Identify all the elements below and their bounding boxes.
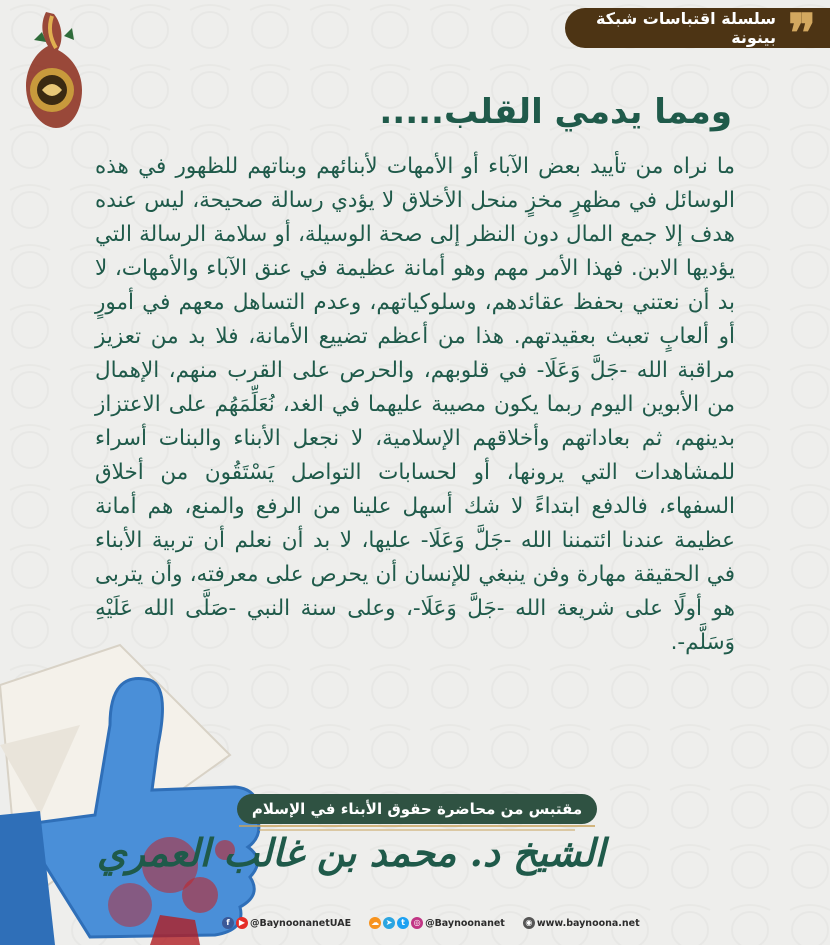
thumbs-up-illustration-icon xyxy=(0,575,300,945)
telegram-icon[interactable]: ➤ xyxy=(383,917,395,929)
series-banner xyxy=(565,3,830,64)
facebook-icon[interactable]: f xyxy=(222,917,234,929)
footer-handle-uae[interactable]: @BaynoonanetUAE xyxy=(250,917,352,929)
instagram-icon[interactable]: ◎ xyxy=(411,917,423,929)
source-text: مقتبس من محاضرة حقوق الأبناء في الإسلام xyxy=(251,800,583,818)
footer-group-uae xyxy=(222,917,361,929)
page-title: ومما يدمي القلب..... xyxy=(379,92,732,132)
twitter-icon[interactable]: t xyxy=(397,917,409,929)
quote-body: ما نراه من تأييد بعض الآباء أو الأمهات لأبنائهم وبناتهم للظهور في هذه الوسائل في مظهرٍ مخزٍ منحل الأخلاق لا يؤدي رسالة صحيحة، ليس عنده هدف إلا جمع المال دون النظر إلى صحة الوسيلة، أو سلامة الرسالة التي يؤديها الابن. فهذا الأمر مهم وهو أمانة عظيمة في عنق الآباء والأمهات، لا بد أن نعتني بحفظ عقائدهم، وسلوكياتهم، وعدم التساهل معهم في أمورٍ أو ألعابٍ تعبث بعقيدتهم. هذا من أعظم تضييع الأمانة، فلا بد من تعزيز مراقبة الله -جَلَّ وَعَلَا- في قلوبهم، والحرص على القرب منهم، الإهمال من الأبوين اليوم ربما يكون مصيبة عليهما في الغد، نُعَلِّمَهُم على الاعتزاز بدينهم، ثم بعاداتهم وأخلاقهم الإسلامية، لا نجعل الأبناء والبنات أسراء للمشاهدات التي يرونها، أو لحسابات التواصل يَسْتَقُون من أخلاق السفهاء، فالدفع ابتداءً لا شك أسهل علينا من الرفع والمنع، هم أمانة عظيمة عندنا ائتمننا الله -جَلَّ وَعَلَا- عليها، لا بد أن نعلم أن تربية الأبناء في الحقيقة مهارة وفن ينبغي للإنسان أن يحرص على معرفته، وأن يتربى هو أولًا على شريعة الله -جَلَّ وَعَلَا-، وعلى سنة النبي -صَلَّى الله عَلَيْهِ وَسَلَّم-. xyxy=(95,154,735,655)
series-title: سلسلة اقتباسات شبكة بينونة xyxy=(595,9,776,47)
footer-group-web xyxy=(523,917,650,929)
web-icon[interactable]: ◉ xyxy=(523,917,535,929)
soundcloud-icon[interactable]: ☁ xyxy=(371,918,380,927)
sheikh-name: الشيخ د. محمد بن غالب العمري xyxy=(96,830,605,875)
source-badge xyxy=(237,794,597,824)
footer-group-main xyxy=(369,917,515,929)
baynoona-logo-icon xyxy=(12,6,90,134)
youtube-icon[interactable]: ▶ xyxy=(236,917,248,929)
footer-handle-main[interactable]: @Baynoonanet xyxy=(425,917,505,929)
footer-social-bar xyxy=(222,914,640,932)
footer-website[interactable]: www.baynoona.net xyxy=(536,917,640,929)
quote-mark-icon: ❞ xyxy=(788,3,816,64)
